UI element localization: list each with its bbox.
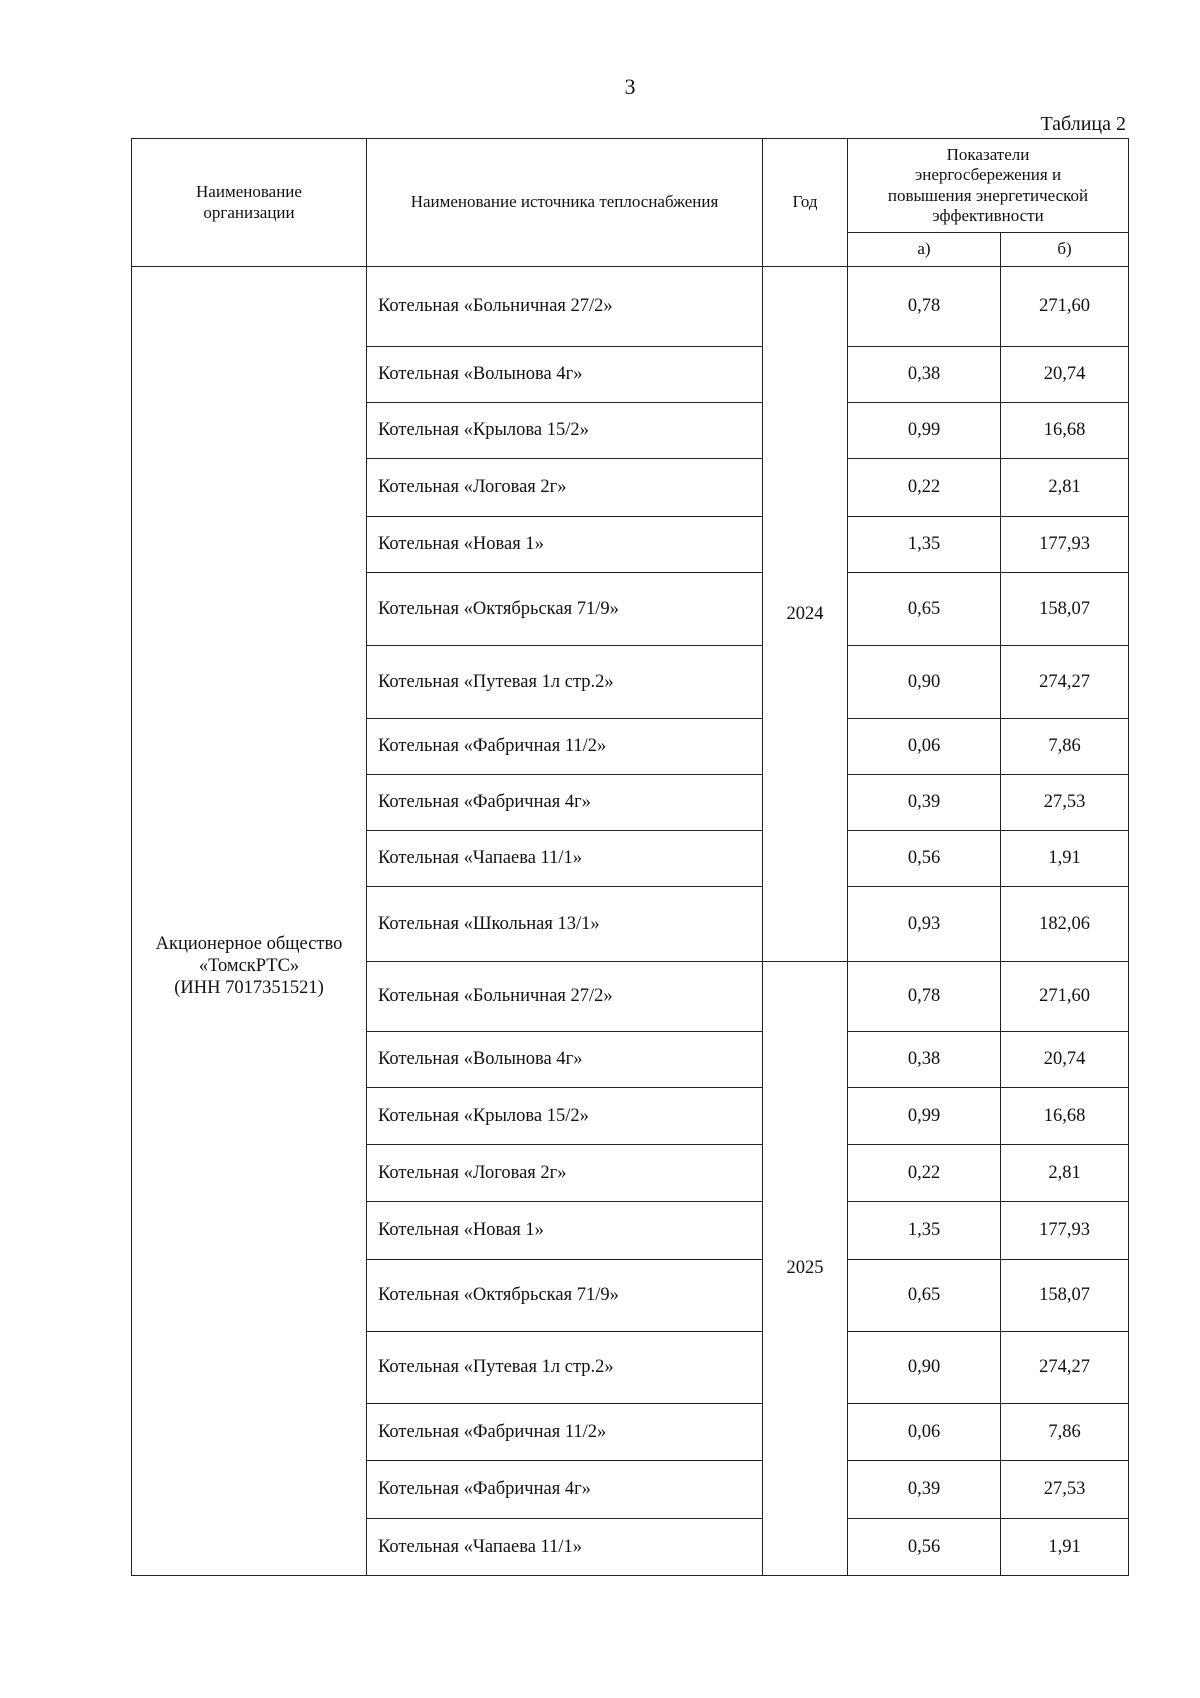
indicator-b-cell: 274,27 [1001, 646, 1129, 719]
organization-line: Акционерное общество [155, 933, 343, 954]
table-header [132, 139, 1129, 267]
header-year: Год [763, 139, 848, 267]
year-cell: 2025 [763, 962, 848, 1576]
indicator-b-cell: 2,81 [1001, 1145, 1129, 1202]
source-cell: Котельная «Путевая 1л стр.2» [367, 1332, 763, 1404]
indicator-b-cell: 177,93 [1001, 1202, 1129, 1260]
indicator-a-cell: 0,93 [848, 887, 1001, 962]
source-cell: Котельная «Новая 1» [367, 517, 763, 573]
source-cell: Котельная «Фабричная 11/2» [367, 719, 763, 775]
indicator-b-cell: 27,53 [1001, 775, 1129, 831]
indicator-b-cell: 271,60 [1001, 962, 1129, 1032]
header-organization: Наименование организации [132, 139, 367, 267]
indicator-a-cell: 0,22 [848, 459, 1001, 517]
indicator-a-cell: 0,99 [848, 403, 1001, 459]
source-cell: Котельная «Логовая 2г» [367, 459, 763, 517]
indicator-b-cell: 1,91 [1001, 831, 1129, 887]
indicator-a-cell: 0,65 [848, 1260, 1001, 1332]
source-cell: Котельная «Фабричная 4г» [367, 1461, 763, 1519]
indicator-b-cell: 7,86 [1001, 1404, 1129, 1461]
indicator-b-cell: 27,53 [1001, 1461, 1129, 1519]
indicator-b-cell: 2,81 [1001, 459, 1129, 517]
source-cell: Котельная «Больничная 27/2» [367, 962, 763, 1032]
organization-cell [132, 267, 367, 1576]
source-cell: Котельная «Чапаева 11/1» [367, 831, 763, 887]
indicator-a-cell: 0,38 [848, 347, 1001, 403]
indicator-b-cell: 274,27 [1001, 1332, 1129, 1404]
indicator-b-cell: 271,60 [1001, 267, 1129, 347]
indicator-b-cell: 1,91 [1001, 1519, 1129, 1576]
source-cell: Котельная «Чапаева 11/1» [367, 1519, 763, 1576]
energy-efficiency-table [131, 138, 1129, 1576]
indicator-b-cell: 20,74 [1001, 347, 1129, 403]
indicator-a-cell: 1,35 [848, 517, 1001, 573]
indicator-b-cell: 182,06 [1001, 887, 1129, 962]
header-indicators: Показатели энергосбережения и повышения энергетической эффективности [848, 139, 1129, 233]
indicator-b-cell: 20,74 [1001, 1032, 1129, 1088]
indicator-b-cell: 7,86 [1001, 719, 1129, 775]
indicator-a-cell: 0,06 [848, 719, 1001, 775]
source-cell: Котельная «Фабричная 11/2» [367, 1404, 763, 1461]
indicator-a-cell: 0,90 [848, 646, 1001, 719]
source-cell: Котельная «Фабричная 4г» [367, 775, 763, 831]
indicator-a-cell: 0,78 [848, 267, 1001, 347]
organization-line: (ИНН 7017351521) [174, 978, 324, 999]
indicator-b-cell: 16,68 [1001, 1088, 1129, 1145]
indicator-a-cell: 0,56 [848, 831, 1001, 887]
source-cell: Котельная «Школьная 13/1» [367, 887, 763, 962]
table-body [132, 267, 1129, 1576]
indicator-a-cell: 0,56 [848, 1519, 1001, 1576]
source-cell: Котельная «Больничная 27/2» [367, 267, 763, 347]
organization-line: «ТомскРТС» [198, 955, 300, 976]
header-sub-b: б) [1001, 233, 1129, 267]
indicator-b-cell: 158,07 [1001, 1260, 1129, 1332]
indicator-a-cell: 0,99 [848, 1088, 1001, 1145]
source-cell: Котельная «Октябрьская 71/9» [367, 573, 763, 646]
indicator-a-cell: 0,06 [848, 1404, 1001, 1461]
source-cell: Котельная «Октябрьская 71/9» [367, 1260, 763, 1332]
source-cell: Котельная «Крылова 15/2» [367, 1088, 763, 1145]
header-source: Наименование источника теплоснабжения [367, 139, 763, 267]
year-cell: 2024 [763, 267, 848, 962]
indicator-a-cell: 0,90 [848, 1332, 1001, 1404]
source-cell: Котельная «Крылова 15/2» [367, 403, 763, 459]
indicator-b-cell: 16,68 [1001, 403, 1129, 459]
source-cell: Котельная «Волынова 4г» [367, 1032, 763, 1088]
table-caption: Таблица 2 [1040, 113, 1126, 135]
indicator-a-cell: 1,35 [848, 1202, 1001, 1260]
indicator-a-cell: 0,38 [848, 1032, 1001, 1088]
indicator-b-cell: 158,07 [1001, 573, 1129, 646]
source-cell: Котельная «Логовая 2г» [367, 1145, 763, 1202]
indicator-a-cell: 0,65 [848, 573, 1001, 646]
indicator-a-cell: 0,39 [848, 1461, 1001, 1519]
indicator-a-cell: 0,22 [848, 1145, 1001, 1202]
indicator-a-cell: 0,78 [848, 962, 1001, 1032]
source-cell: Котельная «Путевая 1л стр.2» [367, 646, 763, 719]
source-cell: Котельная «Новая 1» [367, 1202, 763, 1260]
header-sub-a: а) [848, 233, 1001, 267]
table-row [132, 267, 1129, 347]
indicator-b-cell: 177,93 [1001, 517, 1129, 573]
page-number: 3 [624, 74, 636, 99]
source-cell: Котельная «Волынова 4г» [367, 347, 763, 403]
indicator-a-cell: 0,39 [848, 775, 1001, 831]
